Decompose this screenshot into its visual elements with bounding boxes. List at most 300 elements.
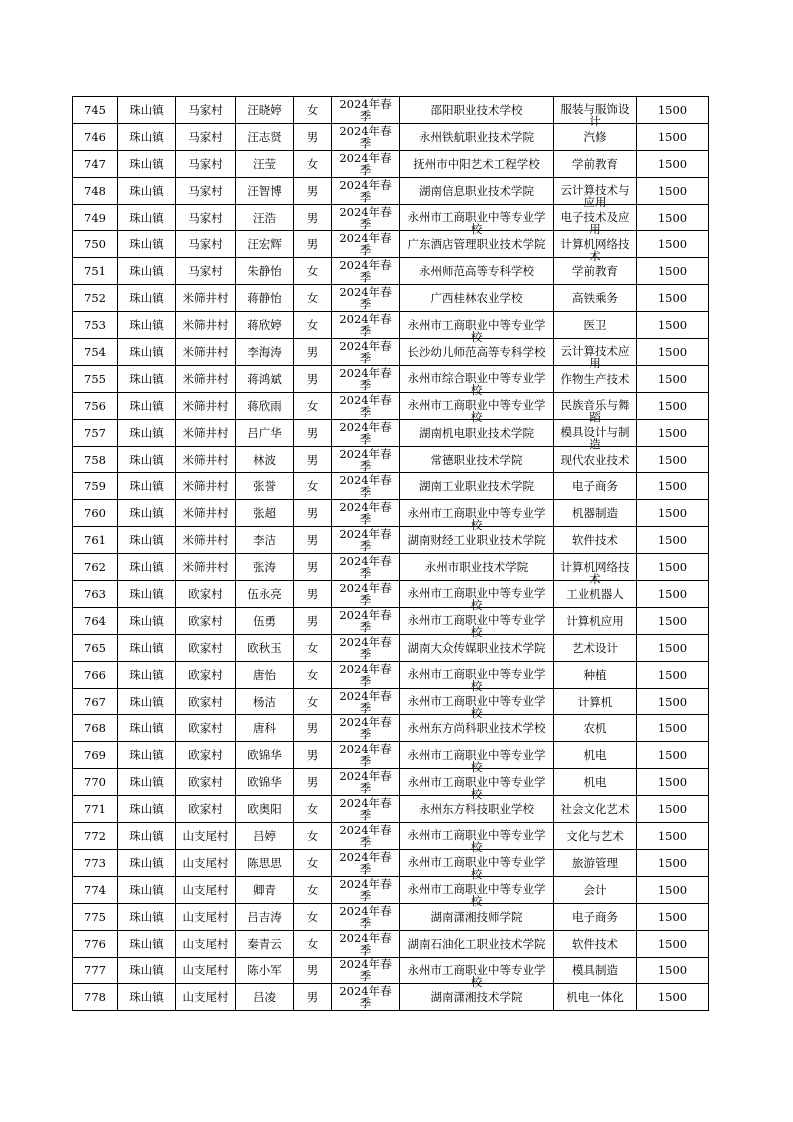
- gender-cell: 女: [294, 97, 332, 124]
- school-cell-text: 永州市工商职业中等专业学校: [407, 855, 546, 882]
- major-cell: 机电一体化: [554, 984, 637, 1011]
- major-cell: 高铁乘务: [554, 285, 637, 312]
- term-cell: 2024年春季: [332, 661, 400, 688]
- name-cell: 唐怡: [236, 661, 294, 688]
- amount-cell: 1500: [637, 527, 709, 554]
- major-cell: [554, 97, 637, 129]
- village-cell: 山支尾村: [176, 903, 236, 930]
- subsidy-roster-table: [72, 96, 709, 1011]
- table-row: [73, 123, 709, 150]
- name-cell: 汪志贤: [236, 123, 294, 150]
- amount-cell: 1500: [637, 312, 709, 339]
- school-cell-text: 永州市工商职业中等专业学校: [407, 613, 546, 640]
- table-row: [73, 365, 709, 392]
- gender-cell: 女: [294, 150, 332, 177]
- village-cell: 米筛井村: [176, 339, 236, 366]
- town-cell: 珠山镇: [118, 419, 176, 446]
- gender-cell: 女: [294, 473, 332, 500]
- town-cell: 珠山镇: [118, 285, 176, 312]
- major-cell: 作物生产技术: [554, 365, 637, 392]
- village-cell: 马家村: [176, 123, 236, 150]
- table-row: [73, 97, 709, 124]
- row-number-cell: 753: [73, 312, 118, 339]
- school-cell: 湖南潇湘技术学院: [400, 984, 554, 1011]
- term-cell: 2024年春季: [332, 339, 400, 366]
- name-cell: 蒋鸿斌: [236, 365, 294, 392]
- gender-cell: 男: [294, 607, 332, 634]
- school-cell: 永州市职业技术学院: [400, 554, 554, 581]
- gender-cell: 男: [294, 742, 332, 769]
- term-cell: 2024年春季: [332, 231, 400, 258]
- name-cell: 汪浩: [236, 204, 294, 231]
- row-number-cell: 747: [73, 150, 118, 177]
- major-cell: 机器制造: [554, 500, 637, 527]
- amount-cell: 1500: [637, 500, 709, 527]
- major-cell: 工业机器人: [554, 581, 637, 608]
- name-cell: 蒋静怡: [236, 285, 294, 312]
- amount-cell: 1500: [637, 419, 709, 446]
- town-cell: 珠山镇: [118, 796, 176, 823]
- gender-cell: 女: [294, 876, 332, 903]
- school-cell: 湖南潇湘技师学院: [400, 903, 554, 930]
- village-cell: 米筛井村: [176, 312, 236, 339]
- village-cell: 欧家村: [176, 607, 236, 634]
- amount-cell: 1500: [637, 446, 709, 473]
- name-cell: 陈思思: [236, 849, 294, 876]
- major-cell: [554, 339, 637, 371]
- village-cell: 米筛井村: [176, 419, 236, 446]
- name-cell: 陈小军: [236, 957, 294, 984]
- gender-cell: 女: [294, 796, 332, 823]
- row-number-cell: 776: [73, 930, 118, 957]
- amount-cell: 1500: [637, 285, 709, 312]
- village-cell: 山支尾村: [176, 984, 236, 1011]
- village-cell: 欧家村: [176, 769, 236, 796]
- term-cell: 2024年春季: [332, 446, 400, 473]
- row-number-cell: 773: [73, 849, 118, 876]
- major-cell: 电子商务: [554, 903, 637, 930]
- table-row: [73, 204, 709, 231]
- row-number-cell: 758: [73, 446, 118, 473]
- town-cell: 珠山镇: [118, 312, 176, 339]
- school-cell-text: 永州市工商职业中等专业学校: [407, 667, 546, 694]
- gender-cell: 男: [294, 231, 332, 258]
- village-cell: 米筛井村: [176, 554, 236, 581]
- school-cell: 湖南工业职业技术学院: [400, 473, 554, 500]
- gender-cell: 男: [294, 339, 332, 366]
- table-row: [73, 634, 709, 661]
- row-number-cell: 763: [73, 581, 118, 608]
- term-cell: 2024年春季: [332, 957, 400, 984]
- gender-cell: 男: [294, 500, 332, 527]
- school-cell: 常德职业技术学院: [400, 446, 554, 473]
- major-cell: 软件技术: [554, 527, 637, 554]
- village-cell: 米筛井村: [176, 500, 236, 527]
- amount-cell: 1500: [637, 903, 709, 930]
- table-row: [73, 849, 709, 876]
- school-cell: 永州东方科技职业学校: [400, 796, 554, 823]
- school-cell: 抚州市中阳艺术工程学校: [400, 150, 554, 177]
- town-cell: 珠山镇: [118, 661, 176, 688]
- term-cell: 2024年春季: [332, 204, 400, 231]
- gender-cell: 女: [294, 258, 332, 285]
- major-cell: 学前教育: [554, 258, 637, 285]
- major-cell: 学前教育: [554, 150, 637, 177]
- town-cell: 珠山镇: [118, 769, 176, 796]
- amount-cell: 1500: [637, 742, 709, 769]
- row-number-cell: 761: [73, 527, 118, 554]
- table-row: [73, 796, 709, 823]
- name-cell: 伍勇: [236, 607, 294, 634]
- amount-cell: 1500: [637, 123, 709, 150]
- village-cell: 欧家村: [176, 688, 236, 715]
- table-row: [73, 258, 709, 285]
- town-cell: 珠山镇: [118, 150, 176, 177]
- name-cell: 蒋欣婷: [236, 312, 294, 339]
- row-number-cell: 757: [73, 419, 118, 446]
- school-cell: 长沙幼儿师范高等专科学校: [400, 339, 554, 366]
- amount-cell: 1500: [637, 769, 709, 796]
- term-cell: 2024年春季: [332, 634, 400, 661]
- school-cell: 湖南财经工业职业技术学院: [400, 527, 554, 554]
- major-cell: 种植: [554, 661, 637, 688]
- gender-cell: 男: [294, 715, 332, 742]
- school-cell-text: 永州市工商职业中等专业学校: [407, 505, 546, 532]
- town-cell: 珠山镇: [118, 365, 176, 392]
- term-cell: 2024年春季: [332, 769, 400, 796]
- name-cell: 林波: [236, 446, 294, 473]
- name-cell: 汪晓婷: [236, 97, 294, 124]
- amount-cell: 1500: [637, 715, 709, 742]
- table-row: [73, 500, 709, 527]
- row-number-cell: 746: [73, 123, 118, 150]
- term-cell: 2024年春季: [332, 984, 400, 1011]
- gender-cell: 男: [294, 419, 332, 446]
- school-cell-text: 永州市工商职业中等专业学校: [407, 586, 546, 613]
- major-cell: 计算机: [554, 688, 637, 715]
- amount-cell: 1500: [637, 339, 709, 366]
- table-row: [73, 957, 709, 984]
- village-cell: 山支尾村: [176, 849, 236, 876]
- name-cell: 蒋欣雨: [236, 392, 294, 419]
- village-cell: 山支尾村: [176, 823, 236, 850]
- school-cell-text: 永州市工商职业中等专业学校: [407, 882, 546, 909]
- name-cell: 伍永亮: [236, 581, 294, 608]
- town-cell: 珠山镇: [118, 473, 176, 500]
- town-cell: 珠山镇: [118, 607, 176, 634]
- village-cell: 米筛井村: [176, 285, 236, 312]
- row-number-cell: 769: [73, 742, 118, 769]
- village-cell: 马家村: [176, 177, 236, 204]
- school-cell-text: 永州市工商职业中等专业学校: [407, 210, 546, 236]
- gender-cell: 男: [294, 177, 332, 204]
- amount-cell: 1500: [637, 849, 709, 876]
- town-cell: 珠山镇: [118, 339, 176, 366]
- village-cell: 米筛井村: [176, 365, 236, 392]
- row-number-cell: 748: [73, 177, 118, 204]
- row-number-cell: 759: [73, 473, 118, 500]
- town-cell: 珠山镇: [118, 527, 176, 554]
- school-cell: 永州师范高等专科学校: [400, 258, 554, 285]
- name-cell: 吕凌: [236, 984, 294, 1011]
- school-cell-text: 永州市工商职业中等专业学校: [407, 317, 546, 344]
- table-row: [73, 984, 709, 1011]
- amount-cell: 1500: [637, 177, 709, 204]
- village-cell: 欧家村: [176, 715, 236, 742]
- village-cell: 欧家村: [176, 634, 236, 661]
- village-cell: 马家村: [176, 97, 236, 124]
- school-cell: [400, 204, 554, 236]
- village-cell: 米筛井村: [176, 392, 236, 419]
- table-row: [73, 231, 709, 258]
- town-cell: 珠山镇: [118, 258, 176, 285]
- major-cell-text: 计算机网络技术: [560, 236, 630, 263]
- table-row: [73, 903, 709, 930]
- school-cell-text: 永州市工商职业中等专业学校: [407, 694, 546, 721]
- school-cell-text: 永州市工商职业中等专业学校: [407, 828, 546, 855]
- gender-cell: 男: [294, 527, 332, 554]
- major-cell: 电子商务: [554, 473, 637, 500]
- major-cell: 模具制造: [554, 957, 637, 984]
- row-number-cell: 760: [73, 500, 118, 527]
- amount-cell: 1500: [637, 365, 709, 392]
- table-row: [73, 554, 709, 581]
- amount-cell: 1500: [637, 258, 709, 285]
- school-cell: [400, 661, 554, 694]
- town-cell: 珠山镇: [118, 204, 176, 231]
- amount-cell: 1500: [637, 473, 709, 500]
- gender-cell: 女: [294, 930, 332, 957]
- gender-cell: 男: [294, 123, 332, 150]
- name-cell: 杨洁: [236, 688, 294, 715]
- town-cell: 珠山镇: [118, 123, 176, 150]
- term-cell: 2024年春季: [332, 473, 400, 500]
- table-row: [73, 177, 709, 204]
- row-number-cell: 772: [73, 823, 118, 850]
- table-row: [73, 661, 709, 688]
- amount-cell: 1500: [637, 607, 709, 634]
- amount-cell: 1500: [637, 930, 709, 957]
- row-number-cell: 749: [73, 204, 118, 231]
- village-cell: 欧家村: [176, 661, 236, 688]
- table-row: [73, 473, 709, 500]
- town-cell: 珠山镇: [118, 231, 176, 258]
- school-cell: [400, 365, 554, 398]
- amount-cell: 1500: [637, 957, 709, 984]
- table-row: [73, 446, 709, 473]
- row-number-cell: 774: [73, 876, 118, 903]
- term-cell: 2024年春季: [332, 554, 400, 581]
- gender-cell: 女: [294, 312, 332, 339]
- gender-cell: 女: [294, 661, 332, 688]
- table-row: [73, 607, 709, 634]
- school-cell: [400, 742, 554, 774]
- town-cell: 珠山镇: [118, 930, 176, 957]
- village-cell: 马家村: [176, 258, 236, 285]
- term-cell: 2024年春季: [332, 527, 400, 554]
- town-cell: 珠山镇: [118, 903, 176, 930]
- table-row: [73, 392, 709, 419]
- term-cell: 2024年春季: [332, 285, 400, 312]
- term-cell: 2024年春季: [332, 903, 400, 930]
- name-cell: 张涛: [236, 554, 294, 581]
- amount-cell: 1500: [637, 796, 709, 823]
- school-cell: [400, 312, 554, 344]
- row-number-cell: 764: [73, 607, 118, 634]
- term-cell: 2024年春季: [332, 97, 400, 124]
- major-cell: 会计: [554, 876, 637, 903]
- town-cell: 珠山镇: [118, 392, 176, 419]
- school-cell-text: 永州市工商职业中等专业学校: [407, 962, 546, 989]
- term-cell: 2024年春季: [332, 177, 400, 204]
- row-number-cell: 766: [73, 661, 118, 688]
- row-number-cell: 755: [73, 365, 118, 392]
- amount-cell: 1500: [637, 634, 709, 661]
- row-number-cell: 770: [73, 769, 118, 796]
- term-cell: 2024年春季: [332, 849, 400, 876]
- amount-cell: 1500: [637, 97, 709, 124]
- amount-cell: 1500: [637, 204, 709, 231]
- town-cell: 珠山镇: [118, 500, 176, 527]
- table-row: [73, 339, 709, 366]
- name-cell: 汪莹: [236, 150, 294, 177]
- row-number-cell: 777: [73, 957, 118, 984]
- amount-cell: 1500: [637, 581, 709, 608]
- school-cell-text: 永州市工商职业中等专业学校: [407, 774, 546, 801]
- major-cell: 软件技术: [554, 930, 637, 957]
- term-cell: 2024年春季: [332, 581, 400, 608]
- village-cell: 欧家村: [176, 581, 236, 608]
- gender-cell: 女: [294, 392, 332, 419]
- major-cell-text: 服装与服饰设计: [560, 102, 630, 129]
- major-cell: 汽修: [554, 123, 637, 150]
- school-cell: 湖南信息职业技术学院: [400, 177, 554, 204]
- school-cell: [400, 500, 554, 532]
- table-row: [73, 150, 709, 177]
- amount-cell: 1500: [637, 392, 709, 419]
- name-cell: 吕婷: [236, 823, 294, 850]
- major-cell: 医卫: [554, 312, 637, 339]
- row-number-cell: 771: [73, 796, 118, 823]
- term-cell: 2024年春季: [332, 742, 400, 769]
- term-cell: 2024年春季: [332, 365, 400, 392]
- gender-cell: 男: [294, 365, 332, 392]
- major-cell: 农机: [554, 715, 637, 742]
- name-cell: 欧奥阳: [236, 796, 294, 823]
- term-cell: 2024年春季: [332, 312, 400, 339]
- major-cell-text: 电子技术及应用: [560, 210, 630, 236]
- table-row: [73, 930, 709, 957]
- row-number-cell: 750: [73, 231, 118, 258]
- school-cell: 湖南大众传媒职业技术学院: [400, 634, 554, 661]
- name-cell: 卿青: [236, 876, 294, 903]
- roster-body: [73, 97, 709, 1011]
- amount-cell: 1500: [637, 231, 709, 258]
- major-cell-text: 计算机网络技术: [560, 559, 630, 586]
- term-cell: 2024年春季: [332, 715, 400, 742]
- major-cell-text: 模具设计与制造: [560, 425, 630, 452]
- major-cell: [554, 177, 637, 210]
- town-cell: 珠山镇: [118, 97, 176, 124]
- gender-cell: 男: [294, 957, 332, 984]
- gender-cell: 男: [294, 581, 332, 608]
- amount-cell: 1500: [637, 150, 709, 177]
- town-cell: 珠山镇: [118, 715, 176, 742]
- name-cell: 汪智博: [236, 177, 294, 204]
- name-cell: 张誉: [236, 473, 294, 500]
- table-row: [73, 715, 709, 742]
- amount-cell: 1500: [637, 823, 709, 850]
- major-cell-text: 云计算技术应用: [560, 344, 630, 371]
- term-cell: 2024年春季: [332, 150, 400, 177]
- town-cell: 珠山镇: [118, 742, 176, 769]
- gender-cell: 男: [294, 984, 332, 1011]
- village-cell: 马家村: [176, 150, 236, 177]
- gender-cell: 男: [294, 769, 332, 796]
- gender-cell: 男: [294, 554, 332, 581]
- name-cell: 欧锦华: [236, 769, 294, 796]
- gender-cell: 女: [294, 688, 332, 715]
- major-cell: 计算机应用: [554, 607, 637, 634]
- town-cell: 珠山镇: [118, 957, 176, 984]
- amount-cell: 1500: [637, 876, 709, 903]
- name-cell: 汪宏辉: [236, 231, 294, 258]
- amount-cell: 1500: [637, 554, 709, 581]
- row-number-cell: 778: [73, 984, 118, 1011]
- gender-cell: 女: [294, 849, 332, 876]
- term-cell: 2024年春季: [332, 823, 400, 850]
- name-cell: 朱静怡: [236, 258, 294, 285]
- name-cell: 李海涛: [236, 339, 294, 366]
- term-cell: 2024年春季: [332, 392, 400, 419]
- amount-cell: 1500: [637, 688, 709, 715]
- term-cell: 2024年春季: [332, 500, 400, 527]
- term-cell: 2024年春季: [332, 876, 400, 903]
- village-cell: 马家村: [176, 204, 236, 231]
- village-cell: 米筛井村: [176, 527, 236, 554]
- row-number-cell: 767: [73, 688, 118, 715]
- row-number-cell: 775: [73, 903, 118, 930]
- row-number-cell: 751: [73, 258, 118, 285]
- row-number-cell: 745: [73, 97, 118, 124]
- amount-cell: 1500: [637, 661, 709, 688]
- major-cell: 现代农业技术: [554, 446, 637, 473]
- school-cell: [400, 581, 554, 613]
- name-cell: 唐科: [236, 715, 294, 742]
- major-cell-text: 民族音乐与舞蹈: [560, 398, 630, 425]
- town-cell: 珠山镇: [118, 823, 176, 850]
- row-number-cell: 752: [73, 285, 118, 312]
- major-cell: 艺术设计: [554, 634, 637, 661]
- school-cell: 广东酒店管理职业技术学院: [400, 231, 554, 258]
- term-cell: 2024年春季: [332, 688, 400, 715]
- village-cell: 马家村: [176, 231, 236, 258]
- table-row: [73, 527, 709, 554]
- school-cell: 永州东方尚科职业技术学校: [400, 715, 554, 742]
- name-cell: 秦青云: [236, 930, 294, 957]
- term-cell: 2024年春季: [332, 930, 400, 957]
- table-row: [73, 312, 709, 339]
- table-row: [73, 823, 709, 850]
- town-cell: 珠山镇: [118, 688, 176, 715]
- table-row: [73, 581, 709, 608]
- term-cell: 2024年春季: [332, 419, 400, 446]
- row-number-cell: 765: [73, 634, 118, 661]
- row-number-cell: 768: [73, 715, 118, 742]
- table-row: [73, 769, 709, 796]
- village-cell: 欧家村: [176, 742, 236, 769]
- gender-cell: 女: [294, 285, 332, 312]
